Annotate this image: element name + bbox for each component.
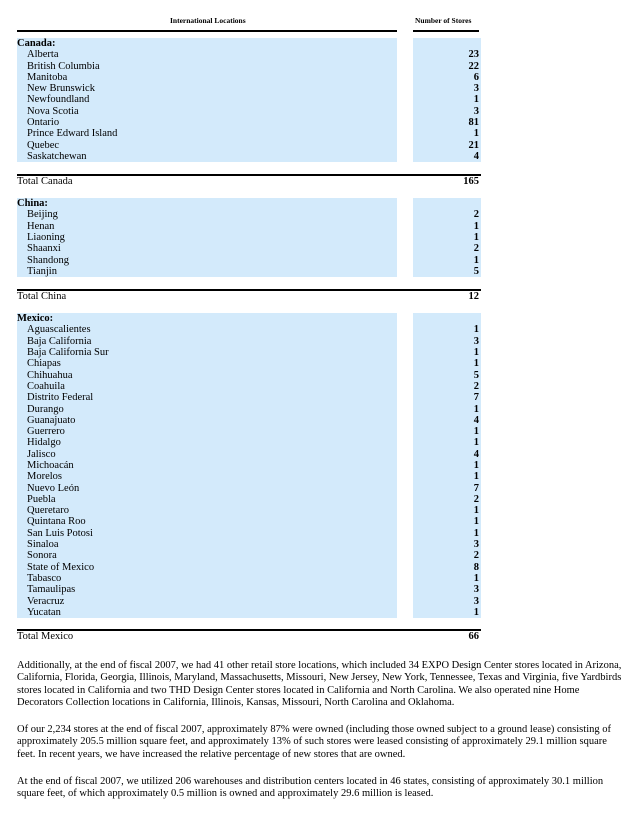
paragraph-ownership: Of our 2,234 stores at the end of fiscal 2007, approximately 87% were owned (including those owned subject to a ground lease) consisting of approximately 205.5 million square feet, and approximately 13% of such stores were leased consisting of approximately 29.1 million square feet. In recent years, we have increased the relative percentage of new stores that are owned. — [17, 724, 611, 760]
column-gap — [397, 404, 413, 415]
row-value: 3 — [413, 584, 481, 595]
row-value: 1 — [413, 505, 481, 516]
table-row — [17, 266, 481, 277]
row-value: 21 — [413, 140, 481, 151]
table-row — [17, 426, 481, 437]
column-gap — [397, 347, 413, 358]
region-label: Mexico: — [17, 313, 397, 324]
row-value: 22 — [413, 61, 481, 72]
location-name: Nuevo León — [17, 483, 397, 494]
region-header-row — [17, 38, 481, 49]
row-value: 1 — [413, 324, 481, 335]
total-label: Total Mexico — [17, 630, 397, 642]
table-row — [17, 584, 481, 595]
spacer-row — [17, 277, 481, 289]
location-name: Liaoning — [17, 232, 397, 243]
table-row — [17, 392, 481, 403]
column-gap — [397, 618, 413, 630]
location-name: Alberta — [17, 49, 397, 60]
row-value: 1 — [413, 460, 481, 471]
column-gap — [397, 505, 413, 516]
row-value: 1 — [413, 358, 481, 369]
column-gap — [397, 266, 413, 277]
column-gap — [397, 516, 413, 527]
column-gap — [397, 539, 413, 550]
table-row — [17, 415, 481, 426]
row-value: 1 — [413, 437, 481, 448]
row-value: 1 — [413, 426, 481, 437]
column-gap — [397, 573, 413, 584]
column-gap — [397, 290, 413, 302]
table-row — [17, 539, 481, 550]
location-name: Morelos — [17, 471, 397, 482]
column-gap — [397, 426, 413, 437]
total-row — [17, 175, 481, 187]
location-name: Chiapas — [17, 358, 397, 369]
column-gap — [397, 494, 413, 505]
paragraph-warehouses: At the end of fiscal 2007, we utilized 206 warehouses and distribution centers located in 46 states, consisting of approximately 30.1 million square feet, of which approximately 0.5 million is owned and approximately 29.6 million is leased. — [17, 776, 604, 800]
row-value: 2 — [413, 381, 481, 392]
spacer-row — [17, 187, 481, 198]
column-gap — [397, 584, 413, 595]
column-gap — [397, 313, 413, 324]
row-value: 4 — [413, 449, 481, 460]
row-value: 2 — [413, 243, 481, 254]
column-gap — [397, 449, 413, 460]
row-value: 6 — [413, 72, 481, 83]
location-name: Prince Edward Island — [17, 128, 397, 139]
location-name: Shaanxi — [17, 243, 397, 254]
table-row — [17, 528, 481, 539]
table-row — [17, 381, 481, 392]
spacer — [17, 162, 397, 174]
location-name: Guerrero — [17, 426, 397, 437]
table-row — [17, 516, 481, 527]
row-value: 12 — [413, 290, 481, 302]
region-label: Canada: — [17, 38, 397, 49]
table-row — [17, 336, 481, 347]
region-header-row — [17, 198, 481, 209]
location-name: Baja California Sur — [17, 347, 397, 358]
row-value — [413, 38, 481, 49]
spacer-row — [17, 162, 481, 174]
table-row — [17, 255, 481, 266]
row-value: 1 — [413, 404, 481, 415]
row-value: 2 — [413, 550, 481, 561]
column-gap — [397, 162, 413, 174]
column-gap — [397, 49, 413, 60]
table-row — [17, 607, 481, 618]
table-row — [17, 460, 481, 471]
row-value: 81 — [413, 117, 481, 128]
location-name: Distrito Federal — [17, 392, 397, 403]
total-label: Total Canada — [17, 175, 397, 187]
column-gap — [397, 528, 413, 539]
column-gap — [397, 336, 413, 347]
column-gap — [397, 187, 413, 198]
header-rule-right — [413, 30, 479, 32]
location-name: Ontario — [17, 117, 397, 128]
row-value: 1 — [413, 232, 481, 243]
table-row — [17, 72, 481, 83]
table-row — [17, 324, 481, 335]
row-value — [413, 618, 481, 630]
location-name: Queretaro — [17, 505, 397, 516]
column-gap — [397, 392, 413, 403]
column-gap — [397, 128, 413, 139]
row-value: 7 — [413, 392, 481, 403]
table-row — [17, 49, 481, 60]
location-name: Jalisco — [17, 449, 397, 460]
table-row — [17, 209, 481, 220]
spacer — [17, 302, 397, 313]
column-gap — [397, 117, 413, 128]
location-name: Aguascalientes — [17, 324, 397, 335]
row-value: 1 — [413, 347, 481, 358]
location-name: Sinaloa — [17, 539, 397, 550]
row-value — [413, 313, 481, 324]
row-value: 1 — [413, 255, 481, 266]
store-locations-table — [17, 38, 481, 643]
row-value: 1 — [413, 128, 481, 139]
column-gap — [397, 370, 413, 381]
column-gap — [397, 381, 413, 392]
table-row — [17, 106, 481, 117]
location-name: Tianjin — [17, 266, 397, 277]
location-name: State of Mexico — [17, 562, 397, 573]
row-value: 3 — [413, 596, 481, 607]
column-gap — [397, 415, 413, 426]
location-name: Veracruz — [17, 596, 397, 607]
column-gap — [397, 437, 413, 448]
location-name: Sonora — [17, 550, 397, 561]
location-name: Newfoundland — [17, 94, 397, 105]
column-gap — [397, 209, 413, 220]
column-gap — [397, 596, 413, 607]
column-gap — [397, 562, 413, 573]
row-value: 3 — [413, 336, 481, 347]
location-name: Coahuila — [17, 381, 397, 392]
region-label: China: — [17, 198, 397, 209]
column-gap — [397, 358, 413, 369]
location-name: Yucatan — [17, 607, 397, 618]
column-gap — [397, 232, 413, 243]
column-gap — [397, 175, 413, 187]
spacer-row — [17, 302, 481, 313]
row-value: 1 — [413, 471, 481, 482]
table-row — [17, 128, 481, 139]
table-row — [17, 83, 481, 94]
row-value — [413, 277, 481, 289]
table-row — [17, 140, 481, 151]
table-row — [17, 358, 481, 369]
location-name: Quintana Roo — [17, 516, 397, 527]
row-value: 3 — [413, 539, 481, 550]
location-name: San Luis Potosi — [17, 528, 397, 539]
paragraph-other-locations: Additionally, at the end of fiscal 2007, we had 41 other retail store locations, which included 34 EXPO Design Center stores located in Arizona, California, Florida, Georgia, Illinois, Maryland, Massachusetts, Missouri, New Jersey, New York, Tennessee, Texas and Virginia, five Yardbirds stores located in California and two THD Design Center stores located in California and North Carolina. We also operated nine Home Decorators Collection locations in California, Illinois, Kansas, Missouri, North Carolina and Oklahoma. — [17, 660, 622, 709]
column-gap — [397, 61, 413, 72]
location-name: Shandong — [17, 255, 397, 266]
column-gap — [397, 302, 413, 313]
column-gap — [397, 221, 413, 232]
table-row — [17, 347, 481, 358]
column-gap — [397, 255, 413, 266]
row-value: 1 — [413, 94, 481, 105]
column-gap — [397, 324, 413, 335]
table-row — [17, 221, 481, 232]
row-value: 3 — [413, 106, 481, 117]
column-gap — [397, 94, 413, 105]
column-gap — [397, 243, 413, 254]
total-row — [17, 290, 481, 302]
spacer — [17, 187, 397, 198]
store-locations-body — [17, 38, 481, 643]
location-name: Tamaulipas — [17, 584, 397, 595]
row-value — [413, 198, 481, 209]
column-header-stores: Number of Stores — [415, 16, 472, 25]
row-value: 5 — [413, 266, 481, 277]
column-gap — [397, 483, 413, 494]
row-value: 66 — [413, 630, 481, 642]
location-name: Nova Scotia — [17, 106, 397, 117]
row-value: 1 — [413, 221, 481, 232]
location-name: British Columbia — [17, 61, 397, 72]
column-gap — [397, 550, 413, 561]
column-gap — [397, 630, 413, 642]
location-name: Henan — [17, 221, 397, 232]
region-header-row — [17, 313, 481, 324]
table-row — [17, 404, 481, 415]
location-name: Beijing — [17, 209, 397, 220]
column-gap — [397, 83, 413, 94]
column-gap — [397, 38, 413, 49]
row-value: 5 — [413, 370, 481, 381]
row-value: 2 — [413, 494, 481, 505]
row-value — [413, 187, 481, 198]
row-value: 3 — [413, 83, 481, 94]
spacer — [17, 277, 397, 289]
table-row — [17, 494, 481, 505]
table-row — [17, 232, 481, 243]
column-header-locations: International Locations — [170, 16, 246, 25]
location-name: Baja California — [17, 336, 397, 347]
table-row — [17, 94, 481, 105]
spacer-row — [17, 618, 481, 630]
location-name: New Brunswick — [17, 83, 397, 94]
location-name: Saskatchewan — [17, 151, 397, 162]
total-label: Total China — [17, 290, 397, 302]
table-row — [17, 562, 481, 573]
column-gap — [397, 277, 413, 289]
row-value: 1 — [413, 528, 481, 539]
table-row — [17, 573, 481, 584]
table-row — [17, 483, 481, 494]
spacer — [17, 618, 397, 630]
row-value — [413, 302, 481, 313]
table-row — [17, 437, 481, 448]
column-gap — [397, 140, 413, 151]
row-value: 1 — [413, 516, 481, 527]
column-gap — [397, 471, 413, 482]
location-name: Tabasco — [17, 573, 397, 584]
location-name: Guanajuato — [17, 415, 397, 426]
table-row — [17, 151, 481, 162]
location-name: Manitoba — [17, 72, 397, 83]
row-value: 4 — [413, 415, 481, 426]
location-name: Chihuahua — [17, 370, 397, 381]
table-row — [17, 243, 481, 254]
row-value: 1 — [413, 607, 481, 618]
column-gap — [397, 151, 413, 162]
column-gap — [397, 607, 413, 618]
table-row — [17, 596, 481, 607]
column-gap — [397, 106, 413, 117]
row-value: 8 — [413, 562, 481, 573]
row-value: 7 — [413, 483, 481, 494]
table-row — [17, 505, 481, 516]
row-value: 165 — [413, 175, 481, 187]
table-row — [17, 449, 481, 460]
row-value — [413, 162, 481, 174]
column-gap — [397, 460, 413, 471]
header-rule-left — [17, 30, 397, 32]
column-gap — [397, 72, 413, 83]
location-name: Quebec — [17, 140, 397, 151]
column-gap — [397, 198, 413, 209]
location-name: Puebla — [17, 494, 397, 505]
location-name: Michoacán — [17, 460, 397, 471]
row-value: 23 — [413, 49, 481, 60]
table-row — [17, 370, 481, 381]
total-row — [17, 630, 481, 642]
location-name: Hidalgo — [17, 437, 397, 448]
row-value: 1 — [413, 573, 481, 584]
location-name: Durango — [17, 404, 397, 415]
table-row — [17, 471, 481, 482]
table-row — [17, 550, 481, 561]
table-row — [17, 61, 481, 72]
row-value: 2 — [413, 209, 481, 220]
table-row — [17, 117, 481, 128]
row-value: 4 — [413, 151, 481, 162]
